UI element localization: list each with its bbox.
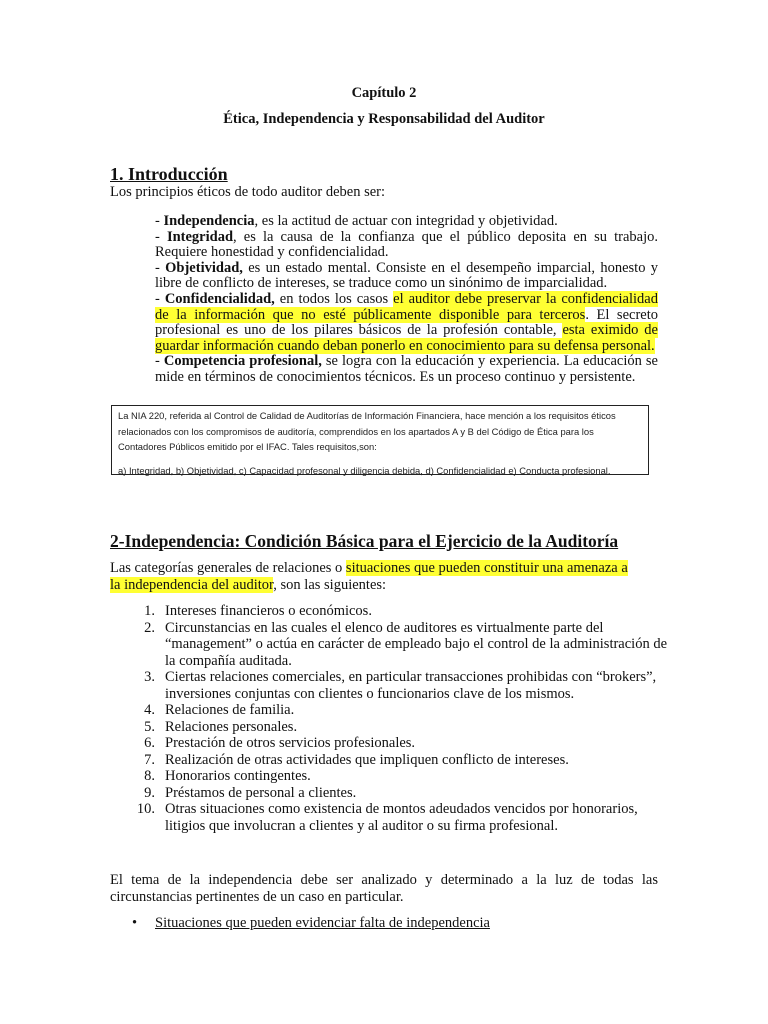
bullet-icon: • [132, 915, 138, 931]
section-1-intro: Los principios éticos de todo auditor deben ser: [110, 184, 386, 200]
bullet-text: Situaciones que pueden evidenciar falta de independencia [155, 915, 490, 931]
list-item: 9. Préstamos de personal a clientes. [144, 784, 357, 801]
principle-term: Objetividad, [165, 259, 243, 276]
nia-box-line: La NIA 220, referida al Control de Calidad de Auditorías de Información Financiera, hace mención a los requisitos éticos [118, 410, 616, 421]
list-item: 6. Prestación de otros servicios profesionales. [144, 735, 416, 751]
list-item: 8. Honorarios contingentes. [144, 768, 311, 784]
nia-box-requirements: a) Integridad, b) Objetividad, c) Capacidad profesonal y diligencia debida, d) Confidencialidad e) Conducta profesional. [118, 464, 611, 476]
highlighted-text: el auditor debe preservar la confidencialidad de la información que no esté públicamente disponible para terceros [155, 290, 658, 323]
list-item: 4. Relaciones de familia. [144, 702, 295, 718]
list-item: 1. Intereses financieros o económicos. [144, 603, 372, 619]
chapter-label: Capítulo 2 [351, 85, 417, 101]
bullet-item [132, 915, 490, 932]
section-2-heading: 2-Independencia: Condición Básica para el Ejercicio de la Auditoría [110, 531, 619, 551]
principle-term: Competencia profesional, [163, 353, 322, 370]
highlighted-text: esta eximido de guardar información cuando deban ponerlo en conocimiento para su defensa personal. [155, 322, 658, 354]
nia-box-line: Contadores Públicos emitido por el IFAC. Tales requisitos,son: [118, 441, 377, 452]
list-item: 2. Circunstancias en las cuales el elenco de auditores es virtualmente parte del “management” o actúa en carácter de empleado bajo el control de la administración de la compañía auditada. [144, 619, 668, 669]
list-item: 3. Ciertas relaciones comerciales, en particular transacciones prohibidas con “brokers”, inversiones conjuntas con clientes o funcionarios clave de los mismos. [144, 669, 657, 702]
section-2-lead: Las categorías generales de relaciones o situaciones que pueden constituir una amenaza a la independencia del auditor, son las siguientes: [110, 560, 628, 593]
nia-220-box [111, 405, 649, 475]
principle-term: Independencia [163, 213, 255, 229]
nia-box-line: relacionados con los compromisos de auditoría, comprendidos en los apartados A y B del Código de Ética para los [118, 425, 594, 437]
principle-competencia: - Competencia profesional, se logra con la educación y experiencia. La educación se mide en términos de conocimientos técnicos. Es un proceso continuo y persistente. [155, 353, 658, 385]
section-2-closing: El tema de la independencia debe ser analizado y determinado a la luz de todas las circunstancias pertinentes de un caso en particular. [110, 872, 658, 905]
principle-term: Confidencialidad, [164, 290, 275, 307]
threats-list [110, 603, 670, 834]
section-1-heading: 1. Introducción [110, 164, 228, 184]
highlighted-text: situaciones que pueden constituir una amenaza a la independencia del auditor [110, 560, 628, 593]
principle-objetividad: - Objetividad, es un estado mental. Consiste en el desempeño imparcial, honesto y libre de conflicto de intereses, se traduce como un sinónimo de imparcialidad. [155, 259, 658, 292]
principle-term: Integridad [166, 228, 234, 245]
principles-list [155, 214, 658, 386]
principle-integridad: - Integridad, es la causa de la confianza que el público deposita en su trabajo. Requiere honestidad y confidencialidad. [155, 228, 658, 261]
principle-confidencialidad: - Confidencialidad, en todos los casos el auditor debe preservar la confidencialidad de la información que no esté públicamente disponible para terceros. El secreto profesional es uno de los pilares básicos de la profesión contable, esta eximido de guardar información cuando deban ponerlo en conocimiento para su defensa personal. [155, 290, 658, 354]
principle-independencia: - Independencia, es la actitud de actuar con integridad y objetividad. [155, 213, 558, 229]
list-item: 10. Otras situaciones como existencia de montos adeudados vencidos por honorarios, litigios que involucran a clientes y al auditor o su firma profesional. [136, 801, 638, 834]
list-item: 7. Realización de otras actividades que impliquen conflicto de intereses. [144, 751, 569, 768]
list-item: 5. Relaciones personales. [144, 718, 298, 735]
chapter-title: Ética, Independencia y Responsabilidad del Auditor [223, 111, 545, 127]
